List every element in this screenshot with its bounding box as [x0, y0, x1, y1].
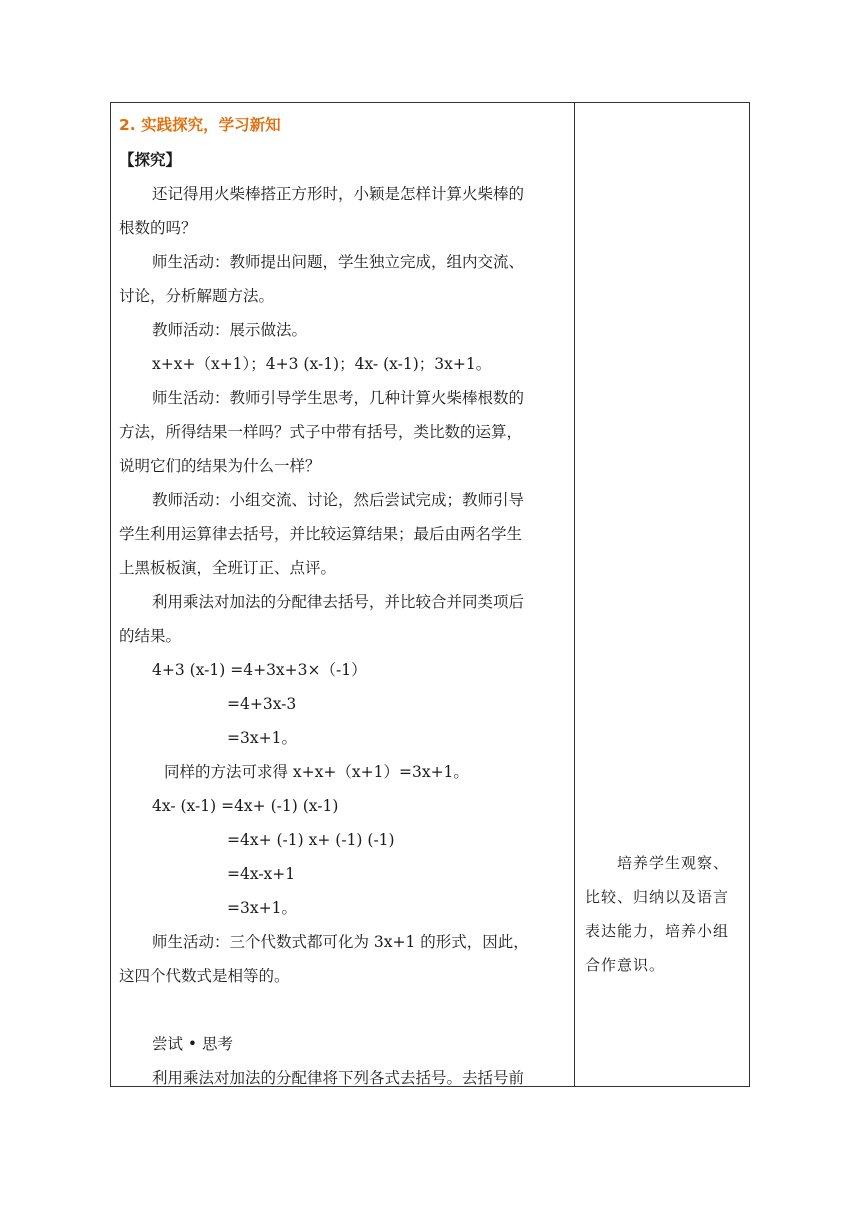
paragraph-line: 教师活动：展示做法。: [152, 321, 308, 339]
section-heading: 2. 实践探究，学习新知: [119, 116, 281, 134]
paragraph-line: 上黑板板演，全班订正、点评。: [119, 559, 337, 577]
paragraph-line: 的结果。: [119, 627, 182, 645]
paragraph-line: 师生活动：教师引导学生思考，几种计算火柴棒根数的: [152, 389, 525, 407]
paragraph-line: 根数的吗？: [119, 219, 197, 237]
intent-line: 比较、归纳以及语言: [585, 888, 730, 906]
subsection-label: 尝试 • 思考: [152, 1035, 233, 1053]
formula-line: 4+3 (x-1) =4+3x+3×（-1）: [152, 661, 367, 679]
sub-heading: 【探究】: [119, 151, 182, 169]
formula-line: =4+3x-3: [227, 695, 297, 713]
paragraph-line: 讨论，分析解题方法。: [119, 287, 275, 305]
formula-line: =4x+ (-1) x+ (-1) (-1): [227, 831, 395, 849]
paragraph-line: 方法，所得结果一样吗？式子中带有括号，类比数的运算，: [119, 423, 523, 441]
paragraph-line: 利用乘法对加法的分配律将下列各式去括号。去括号前: [152, 1069, 525, 1087]
paragraph-line: 还记得用火柴棒搭正方形时，小颖是怎样计算火柴棒的: [152, 185, 525, 203]
paragraph-line: 同样的方法可求得 x+x+（x+1）=3x+1。: [164, 763, 469, 781]
paragraph-line: 教师活动：小组交流、讨论，然后尝试完成；教师引导: [152, 491, 525, 509]
formula-line: =3x+1。: [227, 729, 297, 747]
intent-line: 合作意识。: [585, 956, 666, 974]
column-divider: [574, 103, 575, 1086]
paragraph-line: 利用乘法对加法的分配律去括号，并比较合并同类项后: [152, 593, 525, 611]
formula-line: =3x+1。: [227, 899, 297, 917]
paragraph-line: 学生利用运算律去括号，并比较运算结果；最后由两名学生: [119, 525, 523, 543]
formula-line: 4x- (x-1) =4x+ (-1) (x-1): [152, 797, 339, 815]
intent-line: 表达能力，培养小组: [585, 922, 730, 940]
paragraph-line: 说明它们的结果为什么一样？: [119, 457, 321, 475]
paragraph-line: 师生活动：三个代数式都可化为 3x+1 的形式，因此，: [152, 933, 529, 951]
intent-line: 培养学生观察、: [617, 854, 730, 872]
lesson-table: [110, 102, 750, 1087]
formula-line: =4x-x+1: [227, 865, 296, 883]
paragraph-line: 这四个代数式是相等的。: [119, 967, 290, 985]
paragraph-line: 师生活动：教师提出问题，学生独立完成，组内交流、: [152, 253, 525, 271]
formula-line: x+x+（x+1）；4+3 (x-1)；4x- (x-1)；3x+1。: [152, 355, 492, 373]
